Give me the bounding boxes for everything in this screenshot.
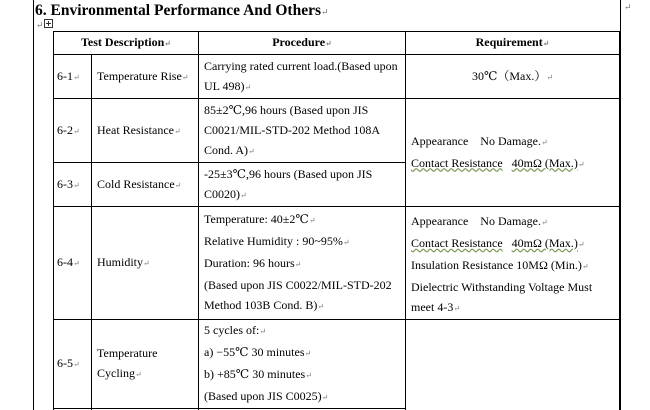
page-right-border bbox=[620, 0, 621, 410]
procedure-cell: 5 cycles of:↵ a) −55℃ 30 minutes↵ b) +85℃ 30 minutes↵ (Based upon JIS C0025)↵ bbox=[199, 320, 406, 409]
table-row bbox=[54, 207, 620, 320]
section-heading bbox=[35, 2, 329, 20]
paragraph-mark: ↵ bbox=[321, 7, 329, 17]
section-title: 6. Environmental Performance And Others bbox=[35, 2, 322, 19]
requirement-cell bbox=[406, 320, 620, 410]
test-id: 6-3↵ bbox=[54, 163, 92, 207]
test-id: 6-5↵ bbox=[54, 320, 92, 409]
procedure-cell: -25±3℃,96 hours (Based upon JIS C0020)↵ bbox=[199, 163, 406, 207]
table-row bbox=[54, 320, 620, 409]
requirement-cell: Appearance No Damage.↵ Contact Resistance 40mΩ (Max.)↵ bbox=[406, 99, 620, 207]
page-left-border bbox=[33, 0, 34, 410]
paragraph-mark: ↵ bbox=[36, 20, 44, 30]
table-row bbox=[54, 99, 620, 163]
test-name: Temperature Cycling↵ bbox=[92, 320, 199, 409]
requirement-cell: 30℃（Max.）↵ bbox=[406, 55, 620, 99]
procedure-cell: Temperature: 40±2℃↵ Relative Humidity : 90~95%↵ Duration: 96 hours↵ (Based upon JIS C0022/MIL-STD-202 Method 103B Cond. B)↵ bbox=[199, 207, 406, 320]
performance-table bbox=[53, 31, 620, 410]
header-requirement: Requirement↵ bbox=[406, 32, 620, 55]
test-name: Temperature Rise↵ bbox=[92, 55, 199, 99]
table-row bbox=[54, 55, 620, 99]
requirement-cell: Appearance No Damage.↵ Contact Resistance 40mΩ (Max.)↵ Insulation Resistance 10MΩ (Min.)↵ Dielectric Withstanding Voltage Must meet 4-3↵ bbox=[406, 207, 620, 320]
table-header-row bbox=[54, 32, 620, 55]
procedure-cell: Carrying rated current load.(Based upon UL 498)↵ bbox=[199, 55, 406, 99]
table-move-handle-icon[interactable] bbox=[44, 19, 53, 28]
test-name: Humidity↵ bbox=[92, 207, 199, 320]
paragraph-mark: ↵ bbox=[624, 2, 632, 12]
test-id: 6-2↵ bbox=[54, 99, 92, 163]
header-procedure: Procedure↵ bbox=[199, 32, 406, 55]
test-id: 6-4↵ bbox=[54, 207, 92, 320]
procedure-cell: 85±2℃,96 hours (Based upon JIS C0021/MIL-STD-202 Method 108A Cond. A)↵ bbox=[199, 99, 406, 163]
test-name: Cold Resistance↵ bbox=[92, 163, 199, 207]
test-id: 6-1↵ bbox=[54, 55, 92, 99]
test-name: Heat Resistance↵ bbox=[92, 99, 199, 163]
header-test-description: Test Description↵ bbox=[54, 32, 199, 55]
